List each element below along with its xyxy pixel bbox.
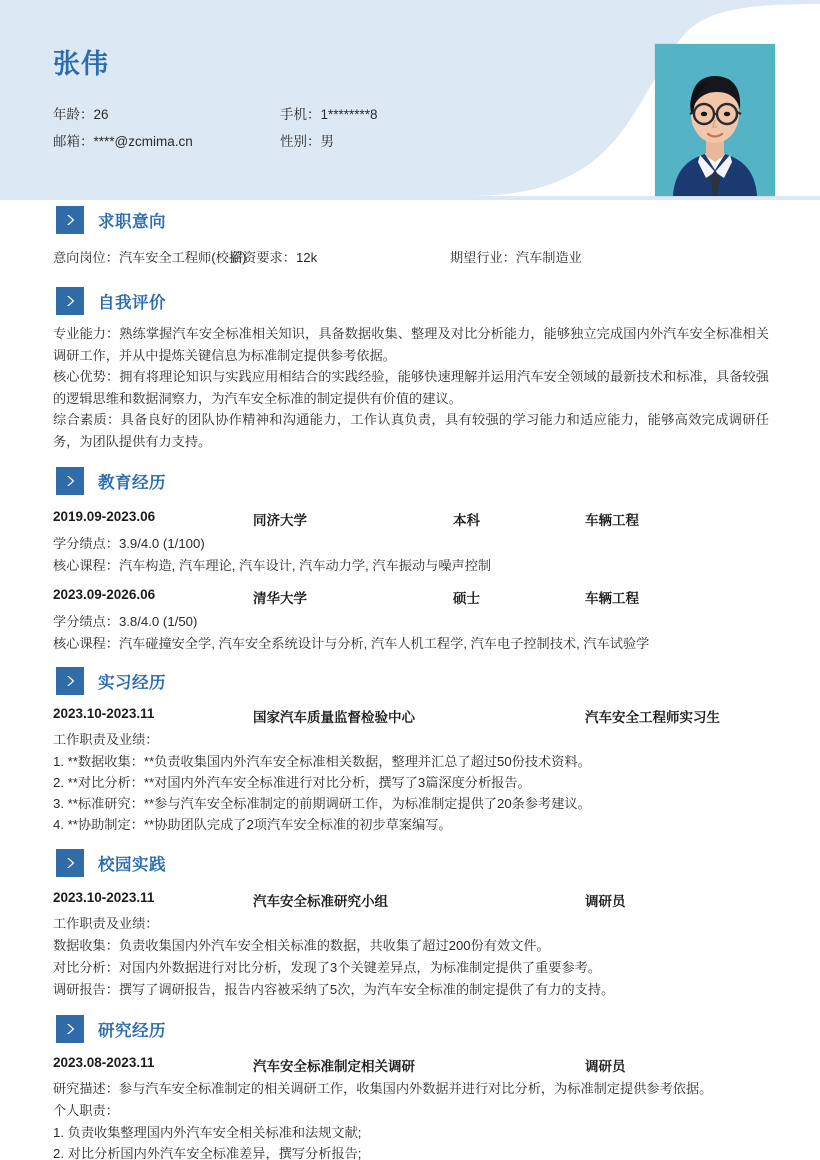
section-title-campus-practice: 校园实践 <box>98 856 166 874</box>
education-courses-label: 核心课程： <box>53 636 119 651</box>
self-evaluation-paragraph-3: 综合素质：具备良好的团队协作精神和沟通能力，工作认真负责，具有较强的学习能力和适应能力，能够高效完成调研任务，为团队提供有力支持。 <box>53 412 769 449</box>
internship-duty-item: 2. **对比分析：**对国内外汽车安全标准进行对比分析，撰写了3篇深度分析报告。 <box>53 775 531 790</box>
contact-phone-value: 1********8 <box>320 107 378 122</box>
section-header-education <box>56 467 166 495</box>
section-header-job-intention <box>56 206 166 234</box>
job-intention-industry-label: 期望行业： <box>450 250 516 265</box>
education-gpa-label: 学分绩点： <box>53 614 119 629</box>
contact-email-value: ****@zcmima.cn <box>93 134 193 149</box>
internship-org: 国家汽车质量监督检验中心 <box>253 710 415 725</box>
education-degree: 本科 <box>453 513 480 528</box>
contact-gender-value: 男 <box>320 134 334 149</box>
section-header-research <box>56 1015 166 1043</box>
internship-duties-label: 工作职责及业绩： <box>53 732 159 747</box>
contact-email <box>53 130 193 150</box>
research-date: 2023.08-2023.11 <box>53 1055 155 1070</box>
research-org: 汽车安全标准制定相关调研 <box>253 1059 415 1074</box>
job-intention-salary-label: 薪资要求： <box>230 250 296 265</box>
campus-practice-role: 调研员 <box>585 894 626 909</box>
campus-practice-duty-item: 对比分析：对国内外数据进行对比分析，发现了3个关键差异点，为标准制定提供了重要参考。 <box>53 960 602 975</box>
education-major: 车辆工程 <box>585 591 639 606</box>
contact-age <box>53 103 109 123</box>
avatar <box>655 44 775 196</box>
contact-gender-label: 性别： <box>280 134 321 149</box>
internship-duty-item: 4. **协助制定：**协助团队完成了2项汽车安全标准的初步草案编写。 <box>53 817 452 832</box>
research-duty-item: 2. 对比分析国内外汽车安全标准差异，撰写分析报告; <box>53 1146 362 1160</box>
research-description: 研究描述：参与汽车安全标准制定的相关调研工作，收集国内外数据并进行对比分析，为标准制定提供参考依据。 <box>53 1081 713 1096</box>
job-intention-salary-value: 12k <box>295 250 318 265</box>
campus-practice-duties-label: 工作职责及业绩： <box>53 916 159 931</box>
education-date: 2019.09-2023.06 <box>53 509 156 524</box>
education-gpa-value: 3.8/4.0 (1/50) <box>118 614 198 629</box>
self-evaluation-paragraph-2: 核心优势：拥有将理论知识与实践应用相结合的实践经验，能够快速理解并运用汽车安全领域的最新技术和标准，具备较强的逻辑思维和数据洞察力，为汽车安全标准的制定提供有价值的建议。 <box>53 369 769 406</box>
education-school: 清华大学 <box>253 591 307 606</box>
education-courses <box>53 633 649 652</box>
contact-phone <box>280 103 378 123</box>
internship-duty-item: 3. **标准研究：**参与汽车安全标准制定的前期调研工作，为标准制定提供了20条参考建议。 <box>53 796 591 811</box>
section-title-job-intention: 求职意向 <box>98 213 166 231</box>
chevron-right-icon <box>56 206 84 234</box>
contact-age-value: 26 <box>93 107 109 122</box>
job-intention-position <box>53 247 246 268</box>
section-header-self-evaluation <box>56 287 166 315</box>
research-duties-label: 个人职责： <box>53 1103 119 1118</box>
contact-phone-label: 手机： <box>280 107 321 122</box>
education-gpa-value: 3.9/4.0 (1/100) <box>118 536 205 551</box>
internship-duty-item: 1. **数据收集：**负责收集国内外汽车安全标准相关数据，整理并汇总了超过50份技术资料。 <box>53 754 591 769</box>
job-intention-position-value: 汽车安全工程师(校招) <box>118 250 247 265</box>
chevron-right-icon <box>56 1015 84 1043</box>
campus-practice-duty-item: 数据收集：负责收集国内外汽车安全相关标准的数据，共收集了超过200份有效文件。 <box>53 938 550 953</box>
education-major: 车辆工程 <box>585 513 639 528</box>
education-courses-label: 核心课程： <box>53 558 119 573</box>
contact-age-label: 年龄： <box>53 107 94 122</box>
education-gpa-label: 学分绩点： <box>53 536 119 551</box>
internship-role: 汽车安全工程师实习生 <box>585 710 720 725</box>
education-courses-value: 汽车构造, 汽车理论, 汽车设计, 汽车动力学, 汽车振动与噪声控制 <box>118 558 492 573</box>
job-intention-position-label: 意向岗位： <box>53 250 119 265</box>
research-role: 调研员 <box>585 1059 626 1074</box>
internship-date: 2023.10-2023.11 <box>53 706 155 721</box>
job-intention-industry-value: 汽车制造业 <box>515 250 582 265</box>
contact-email-label: 邮箱： <box>53 134 94 149</box>
education-gpa <box>53 611 197 630</box>
section-header-internship <box>56 667 166 695</box>
job-intention-salary <box>230 247 317 268</box>
section-title-internship: 实习经历 <box>98 674 166 692</box>
job-intention-industry <box>450 247 582 268</box>
chevron-right-icon <box>56 667 84 695</box>
campus-practice-date: 2023.10-2023.11 <box>53 890 155 905</box>
education-courses <box>53 555 491 574</box>
education-degree: 硕士 <box>453 591 480 606</box>
research-duty-item: 1. 负责收集整理国内外汽车安全相关标准和法规文献; <box>53 1125 362 1140</box>
section-header-campus-practice <box>56 849 166 877</box>
resume-header <box>0 0 820 200</box>
self-evaluation-paragraph-1: 专业能力：熟练掌握汽车安全标准相关知识，具备数据收集、整理及对比分析能力，能够独立完成国内外汽车安全标准相关调研工作，并从中提炼关键信息为标准制定提供参考依据。 <box>53 326 769 363</box>
section-title-self-evaluation: 自我评价 <box>98 294 166 312</box>
education-school: 同济大学 <box>253 513 307 528</box>
chevron-right-icon <box>56 287 84 315</box>
education-gpa <box>53 533 205 552</box>
chevron-right-icon <box>56 849 84 877</box>
avatar-portrait-illustration <box>655 44 775 196</box>
contact-gender <box>280 130 334 150</box>
education-courses-value: 汽车碰撞安全学, 汽车安全系统设计与分析, 汽车人机工程学, 汽车电子控制技术, 汽车试验学 <box>118 636 650 651</box>
page-title: 张伟 <box>53 49 109 79</box>
section-title-education: 教育经历 <box>98 474 166 492</box>
chevron-right-icon <box>56 467 84 495</box>
education-date: 2023.09-2026.06 <box>53 587 156 602</box>
campus-practice-org: 汽车安全标准研究小组 <box>253 894 388 909</box>
section-title-research: 研究经历 <box>98 1022 166 1040</box>
campus-practice-duty-item: 调研报告：撰写了调研报告，报告内容被采纳了5次，为汽车安全标准的制定提供了有力的支持。 <box>53 982 615 997</box>
